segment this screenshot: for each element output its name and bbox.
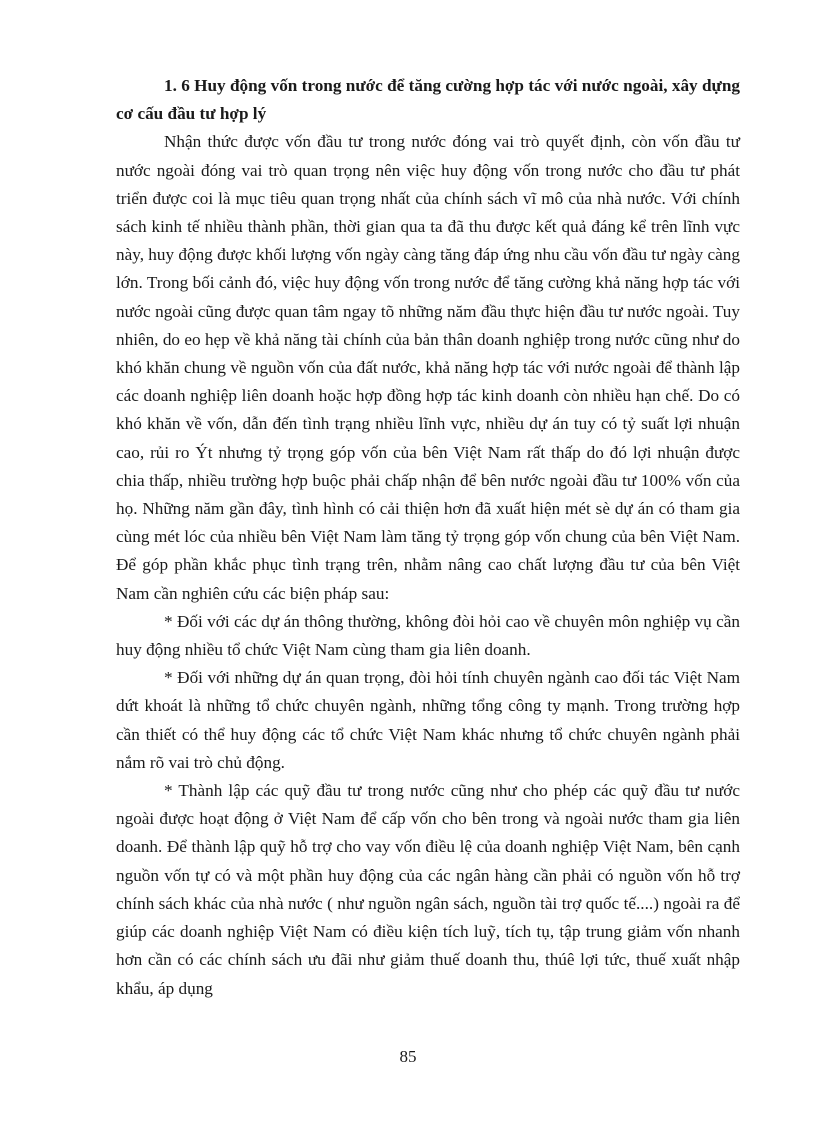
paragraph-bullet-investment-funds: * Thành lập các quỹ đầu tư trong nước cũng như cho phép các quỹ đầu tư nước ngoài được hoạt động ở Việt Nam để cấp vốn cho bên trong và ngoài nước tham gia liên doanh. Để thành lập quỹ hỗ trợ cho vay vốn điều lệ của doanh nghiệp Việt Nam, bên cạnh nguồn vốn tự có và một phần huy động của các ngân hàng cần phải có nguồn vốn hỗ trợ chính sách khác của nhà nước ( như nguồn ngân sách, nguồn tài trợ quốc tế....) ngoài ra để giúp các doanh nghiệp Việt Nam có điều kiện tích luỹ, tích tụ, tập trung giảm vốn nhanh hơn cần có các chính sách ưu đãi như giảm thuế doanh thu, thúê lợi tức, thuế xuất nhập khẩu, áp dụng xyxy=(116,781,740,998)
paragraph-intro: Nhận thức được vốn đầu tư trong nước đóng vai trò quyết định, còn vốn đầu tư nước ngoài đóng vai trò quan trọng nên việc huy động vốn trong nước cho đầu tư phát triển được coi là mục tiêu quan trọng nhất của chính sách vĩ mô của nhà nước. Với chính sách kinh tế nhiều thành phần, thời gian qua ta đã thu được kết quả đáng kể trên lĩnh vực này, huy động được khối lượng vốn ngày càng tăng đáp ứng nhu cầu vốn đầu tư ngày càng lớn. Trong bối cảnh đó, việc huy động vốn trong nước để tăng cường khả năng hợp tác với nước ngoài cũng được quan tâm ngay tõ những năm đầu thực hiện đầu tư nước ngoài. Tuy nhiên, do eo hẹp về khả năng tài chính của bản thân doanh nghiệp trong nước cũng như do khó khăn chung về nguồn vốn của đất nước, khả năng hợp tác với nước ngoài để thành lập các doanh nghiệp liên doanh hoặc hợp đồng hợp tác kinh doanh còn nhiều hạn chế. Do có khó khăn về vốn, dẫn đến tình trạng nhiều lĩnh vực, nhiều dự án tuy có tỷ suất lợi nhuận cao, rủi ro Ýt nhưng tỷ trọng góp vốn của bên Việt Nam rất thấp do đó lợi nhuận được chia thấp, nhiều trường hợp buộc phải chấp nhận để bên nước ngoài đầu tư 100% vốn của họ. Những năm gần đây, tình hình có cải thiện hơn đã xuất hiện mét sè dự án có tham gia cùng mét lóc của nhiều bên Việt Nam làm tăng tỷ trọng góp vốn chung của bên Việt Nam. Để góp phần khắc phục tình trạng trên, nhằm nâng cao chất lượng đầu tư của bên Việt Nam cần nghiên cứu các biện pháp sau: xyxy=(116,132,740,603)
page-number: 85 xyxy=(399,1047,417,1066)
document-body xyxy=(116,72,740,1003)
paragraph-bullet-common-projects: * Đối với các dự án thông thường, không đòi hỏi cao về chuyên môn nghiệp vụ cần huy động nhiều tổ chức Việt Nam cùng tham gia liên doanh. xyxy=(116,611,740,660)
section-heading: 1. 6 Huy động vốn trong nước để tăng cường hợp tác với nước ngoài, xây dựng cơ cấu đầu tư hợp lý xyxy=(116,76,740,124)
paragraph-bullet-important-projects: * Đối với những dự án quan trọng, đòi hỏi tính chuyên ngành cao đối tác Việt Nam dứt khoát là những tổ chức chuyên ngành, những tổng công ty mạnh. Trong trường hợp cần thiết có thể huy động các tổ chức Việt Nam khác nhưng tổ chức chuyên ngành phải nắm rõ vai trò chủ động. xyxy=(116,668,740,772)
